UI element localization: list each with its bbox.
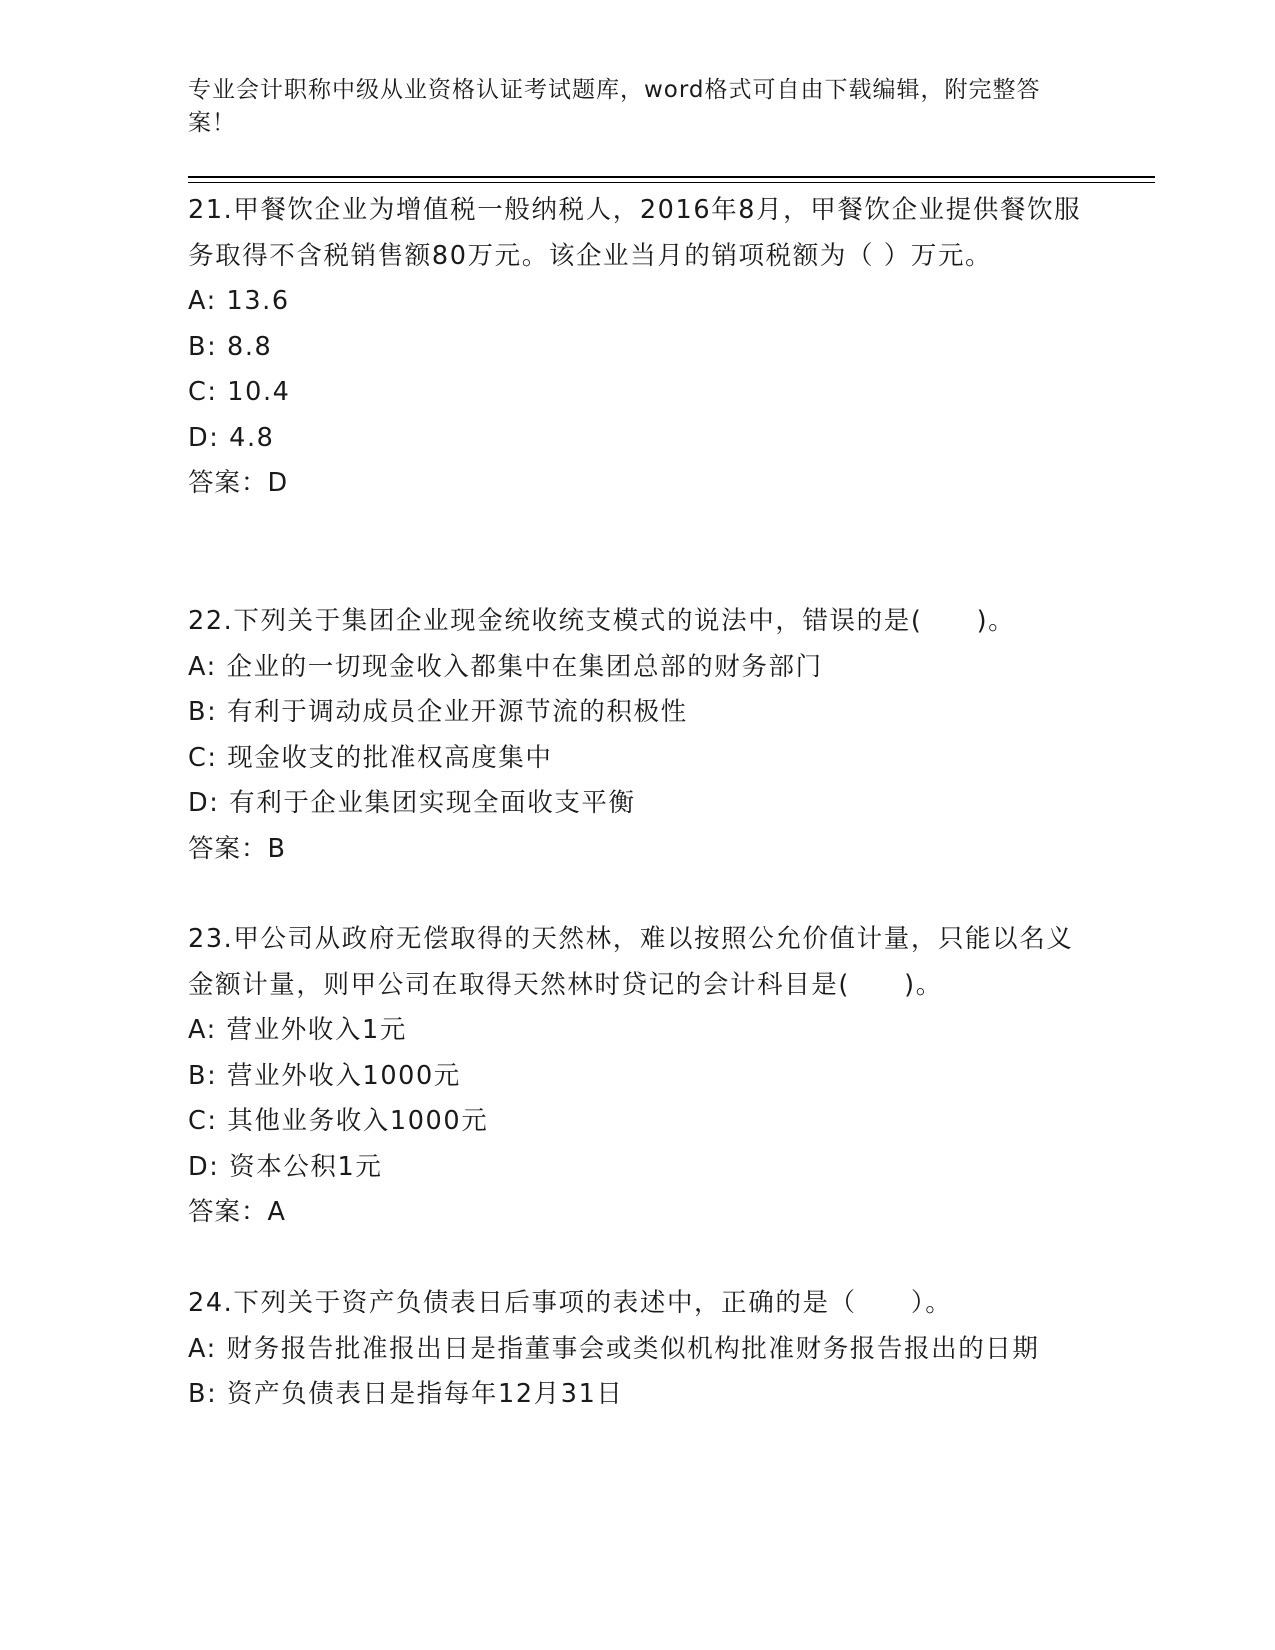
answer-line: 答案：A [188,1197,286,1227]
option-a: A: 财务报告批准报出日是指董事会或类似机构批准财务报告报出的日期 [188,1333,1040,1364]
question-22 [188,599,1088,872]
option-b: B: 营业外收入1000元 [188,1060,461,1091]
option-a: A: 13.6 [188,286,290,316]
option-b: B: 资产负债表日是指每年12月31日 [188,1379,624,1409]
option-a: A: 企业的一切现金收入都集中在集团总部的财务部门 [188,651,823,682]
header-divider-thick [188,176,1155,178]
question-23 [188,917,1088,1236]
question-stem: 24.下列关于资产负债表日后事项的表述中，正确的是（ ）。 [188,1288,953,1318]
answer-line: 答案：B [188,833,286,864]
option-d: D: 资本公积1元 [188,1151,383,1182]
question-24 [188,1281,1088,1418]
question-stem: 21.甲餐饮企业为增值税一般纳税人，2016年8月，甲餐饮企业提供餐饮服务取得不含税销售额80万元。该企业当月的销项税额为（ ）万元。 [188,195,1082,271]
question-21 [188,188,1088,507]
option-c: C: 现金收支的批准权高度集中 [188,742,553,773]
option-c: C: 其他业务收入1000元 [188,1106,489,1136]
question-stem: 22.下列关于集团企业现金统收统支模式的说法中，错误的是( )。 [188,606,1016,636]
option-b: B: 8.8 [188,331,273,362]
answer-line: 答案：D [188,468,289,498]
question-stem: 23.甲公司从政府无偿取得的天然林，难以按照公允价值计量，只能以名义金额计量，则甲公司在取得天然林时贷记的会计科目是( )。 [188,924,1074,1000]
option-d: D: 4.8 [188,422,275,453]
page-header-note: 专业会计职称中级从业资格认证考试题库，word格式可自由下载编辑，附完整答案！ [188,77,1041,136]
option-d: D: 有利于企业集团实现全面收支平衡 [188,788,636,818]
option-a: A: 营业外收入1元 [188,1015,407,1045]
header-divider-thin [188,182,1155,183]
option-b: B: 有利于调动成员企业开源节流的积极性 [188,697,688,727]
option-c: C: 10.4 [188,377,291,407]
